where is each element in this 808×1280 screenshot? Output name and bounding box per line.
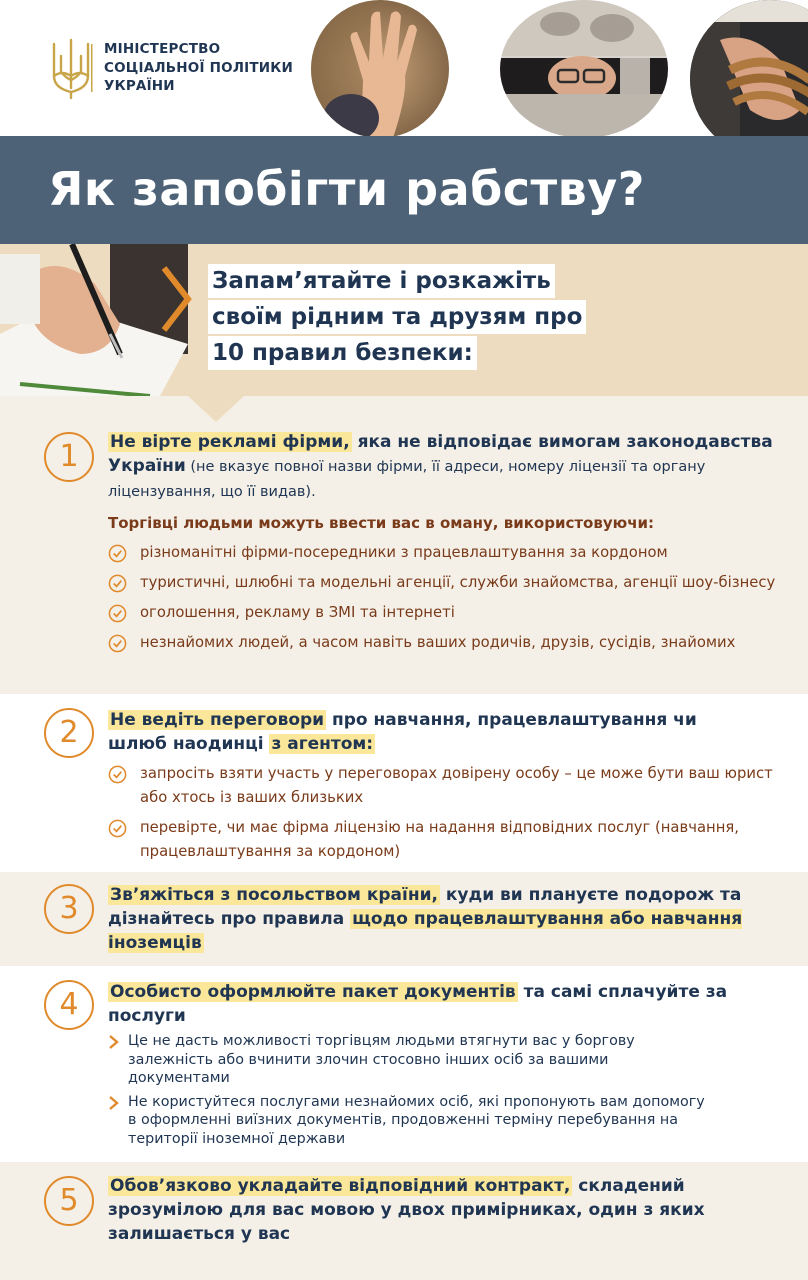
rule-5-section xyxy=(0,1162,808,1280)
check-circle-icon xyxy=(108,604,127,623)
rule-5-lead: Обов’язково укладайте відповідний контракт, складений зрозумілою для вас мовою у двох примірниках, один з яких залишається у вас xyxy=(108,1176,705,1244)
tied-hands-photo xyxy=(690,0,808,158)
intro-pointer xyxy=(188,396,244,422)
rule-number-badge: 5 xyxy=(44,1176,94,1226)
rule-number-badge: 3 xyxy=(44,884,94,934)
rule-1-section xyxy=(0,396,808,694)
title-bar xyxy=(0,136,808,244)
list-item: незнайомих людей, а часом навіть ваших родичів, друзів, сусідів, знайомих xyxy=(108,631,788,655)
rule-2-bullets xyxy=(108,762,788,870)
check-circle-icon xyxy=(108,634,127,653)
rule-4-lead: Особисто оформлюйте пакет документів та самі сплачуйте за послуги xyxy=(108,982,728,1026)
check-circle-icon xyxy=(108,819,127,838)
ministry-name: МІНІСТЕРСТВО СОЦІАЛЬНОЇ ПОЛІТИКИ УКРАЇНИ xyxy=(104,41,294,95)
page-title: Як запобігти рабству? xyxy=(48,162,645,216)
ministry-logo xyxy=(48,36,293,100)
rule-2-lead: Не ведіть переговори про навчання, працевлаштування чи шлюб наодинці з агентом: xyxy=(108,710,697,754)
check-circle-icon xyxy=(108,765,127,784)
list-item: різноманітні фірми-посередники з працевлаштування за кордоном xyxy=(108,541,788,565)
intro-line: 10 правил безпеки: xyxy=(208,336,477,370)
intro-line: Запам’ятайте і розкажіть xyxy=(208,264,555,298)
list-item: перевірте, чи має фірма ліцензію на надання відповідних послуг (навчання, працевлаштування за кордоном) xyxy=(108,816,788,864)
intro-text xyxy=(208,264,586,372)
intro-banner xyxy=(0,244,808,396)
list-item: запросіть взяти участь у переговорах довірену особу – це може бути ваш юрист або хтось із ваших близьких xyxy=(108,762,788,810)
rule-4-items xyxy=(108,1032,708,1153)
header xyxy=(0,0,808,136)
rule-1-lead: Не вірте рекламі фірми, яка не відповідає вимогам законодавства України (не вказує повної назви фірми, її адреси, номеру ліцензії та органу ліцензування, що її видав). xyxy=(108,432,773,500)
chevron-right-icon xyxy=(108,1034,120,1050)
rule-1-subheading: Торгівці людьми можуть ввести вас в оману, використовуючи: xyxy=(108,514,655,532)
rule-4-section xyxy=(0,966,808,1162)
list-item: оголошення, рекламу в ЗМІ та інтернеті xyxy=(108,601,788,625)
list-item: Не користуйтеся послугами незнайомих осіб, які пропонують вам допомогу в оформленні виїзних документів, продовженні терміну перебування на території іноземної держави xyxy=(108,1093,708,1149)
rule-number-badge: 1 xyxy=(44,432,94,482)
check-circle-icon xyxy=(108,544,127,563)
rule-2-section xyxy=(0,694,808,872)
check-circle-icon xyxy=(108,574,127,593)
list-item: Це не дасть можливості торгівцям людьми втягнути вас у боргову залежність або вчинити злочин стосовно інших осіб за вашими документами xyxy=(108,1032,708,1088)
trident-emblem-icon xyxy=(48,36,94,100)
rule-1-bullets xyxy=(108,541,788,661)
chevron-right-icon xyxy=(160,264,194,334)
list-item: туристичні, шлюбні та модельні агенції, служби знайомства, агенції шоу-бізнесу xyxy=(108,571,788,595)
rule-number-badge: 4 xyxy=(44,980,94,1030)
chevron-right-icon xyxy=(108,1095,120,1111)
rule-3-lead: Зв’яжіться з посольством країни, куди ви плануєте подорож та дізнайтесь про правила щодо працевлаштування або навчання іноземців xyxy=(108,885,743,953)
rule-1-highlight: Не вірте рекламі фірми, xyxy=(110,432,350,452)
stop-hand-photo xyxy=(311,0,449,138)
rule-number-badge: 2 xyxy=(44,708,94,758)
hidden-face-photo xyxy=(500,0,668,138)
rule-3-section xyxy=(0,872,808,966)
intro-line: своїм рідним та друзям про xyxy=(208,300,586,334)
